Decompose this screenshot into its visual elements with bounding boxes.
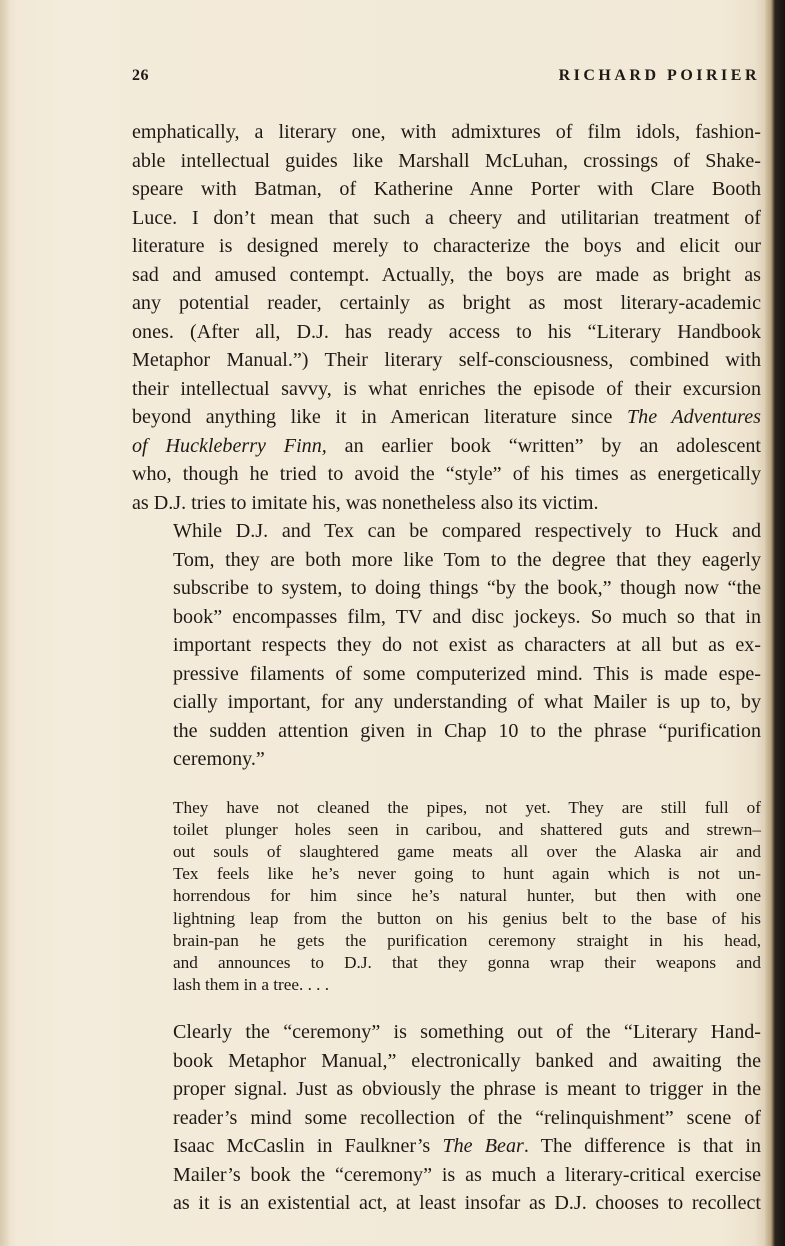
- text-line: proper signal. Just as obviously the phrase is meant to trigger in the: [173, 1078, 761, 1101]
- text-line: any potential reader, certainly as bright as most literary-academic: [132, 292, 761, 314]
- text-line: pressive filaments of some computerized mind. This is made espe-: [173, 662, 761, 685]
- italic-book-title: The Adventures: [626, 406, 761, 428]
- text-line: able intellectual guides like Marshall McLuhan, crossings of Shake-: [132, 149, 761, 172]
- quote-line: lash them in a tree. . . .: [173, 975, 330, 995]
- block-quote: [173, 797, 761, 997]
- text-line: Tom, they are both more like Tom to the degree that they eagerly: [173, 548, 761, 571]
- text-line: Mailer’s book the “ceremony” is as much a literary-critical exercise: [173, 1163, 761, 1186]
- text-fragment: . The difference is that in: [523, 1135, 761, 1158]
- italic-book-title: The Bear: [442, 1135, 524, 1158]
- text-line: speare with Batman, of Katherine Anne Porter with Clare Booth: [132, 178, 761, 200]
- text-line-with-italic-title: [132, 1132, 761, 1161]
- text-line: as D.J. tries to imitate his, was nonetheless also its victim.: [132, 491, 599, 514]
- text-line: book” encompasses film, TV and disc jockeys. So much so that in: [173, 605, 761, 628]
- page-edge-shadow: [765, 0, 785, 1246]
- page-header: [132, 67, 760, 91]
- text-line: their intellectual savvy, is what enriches the episode of their excursion: [132, 377, 761, 400]
- page-number: 26: [132, 67, 149, 84]
- text-line: as it is an existential act, at least insofar as D.J. chooses to recollect: [173, 1192, 761, 1215]
- quote-line: Tex feels like he’s never going to hunt again which is not un-: [173, 864, 761, 884]
- paragraph-3: [132, 1018, 761, 1218]
- text-line: ones. (After all, D.J. has ready access to his “Literary Handbook: [132, 320, 761, 343]
- text-fragment: beyond anything like it in American literature since: [132, 406, 627, 428]
- text-line: Clearly the “ceremony” is something out of the “Literary Hand-: [173, 1021, 761, 1044]
- text-line: literature is designed merely to characterize the boys and elicit our: [132, 235, 761, 257]
- page-body: [132, 118, 761, 1218]
- paragraph-1: [132, 118, 761, 517]
- page-gutter-shadow: [0, 0, 10, 1246]
- text-line: ceremony.”: [173, 748, 265, 770]
- quote-line: horrendous for him since he’s natural hunter, but then with one: [173, 886, 761, 906]
- text-line: important respects they do not exist as characters at all but as ex-: [173, 634, 761, 656]
- quote-line: toilet plunger holes seen in caribou, and shattered guts and strewn–: [173, 819, 761, 839]
- italic-book-title: of Huckleberry Finn,: [132, 434, 327, 457]
- text-line: emphatically, a literary one, with admixtures of film idols, fashion-: [132, 121, 761, 143]
- text-line: Luce. I don’t mean that such a cheery and utilitarian treatment of: [132, 206, 761, 229]
- text-fragment: Isaac McCaslin in Faulkner’s: [173, 1135, 443, 1158]
- text-line-with-italic-title: [132, 403, 761, 432]
- text-line: sad and amused contempt. Actually, the boys are made as bright as: [132, 263, 761, 286]
- text-fragment: an earlier book “written” by an adolescent: [326, 434, 761, 457]
- text-line: reader’s mind some recollection of the “relinquishment” scene of: [173, 1106, 761, 1129]
- running-head: RICHARD POIRIER: [558, 67, 760, 84]
- quote-line: brain-pan he gets the purification ceremony straight in his head,: [173, 930, 761, 950]
- paragraph-2: [132, 517, 761, 774]
- text-line: While D.J. and Tex can be compared respectively to Huck and: [173, 520, 761, 542]
- quote-line: and announces to D.J. that they gonna wrap their weapons and: [173, 952, 761, 972]
- text-line-with-italic-title: [132, 432, 761, 461]
- quote-line: lightning leap from the button on his genius belt to the base of his: [173, 908, 761, 928]
- text-line: book Metaphor Manual,” electronically banked and awaiting the: [173, 1049, 761, 1072]
- text-line: cially important, for any understanding of what Mailer is up to, by: [173, 691, 761, 713]
- text-line: who, though he tried to avoid the “style” of his times as energetically: [132, 463, 761, 485]
- quote-line: out souls of slaughtered game meats all over the Alaska air and: [173, 841, 761, 861]
- text-line: subscribe to system, to doing things “by the book,” though now “the: [173, 577, 761, 599]
- text-line: Metaphor Manual.”) Their literary self-consciousness, combined with: [132, 349, 761, 371]
- quote-line: They have not cleaned the pipes, not yet. They are still full of: [173, 797, 761, 817]
- text-line: the sudden attention given in Chap 10 to the phrase “purification: [173, 719, 761, 742]
